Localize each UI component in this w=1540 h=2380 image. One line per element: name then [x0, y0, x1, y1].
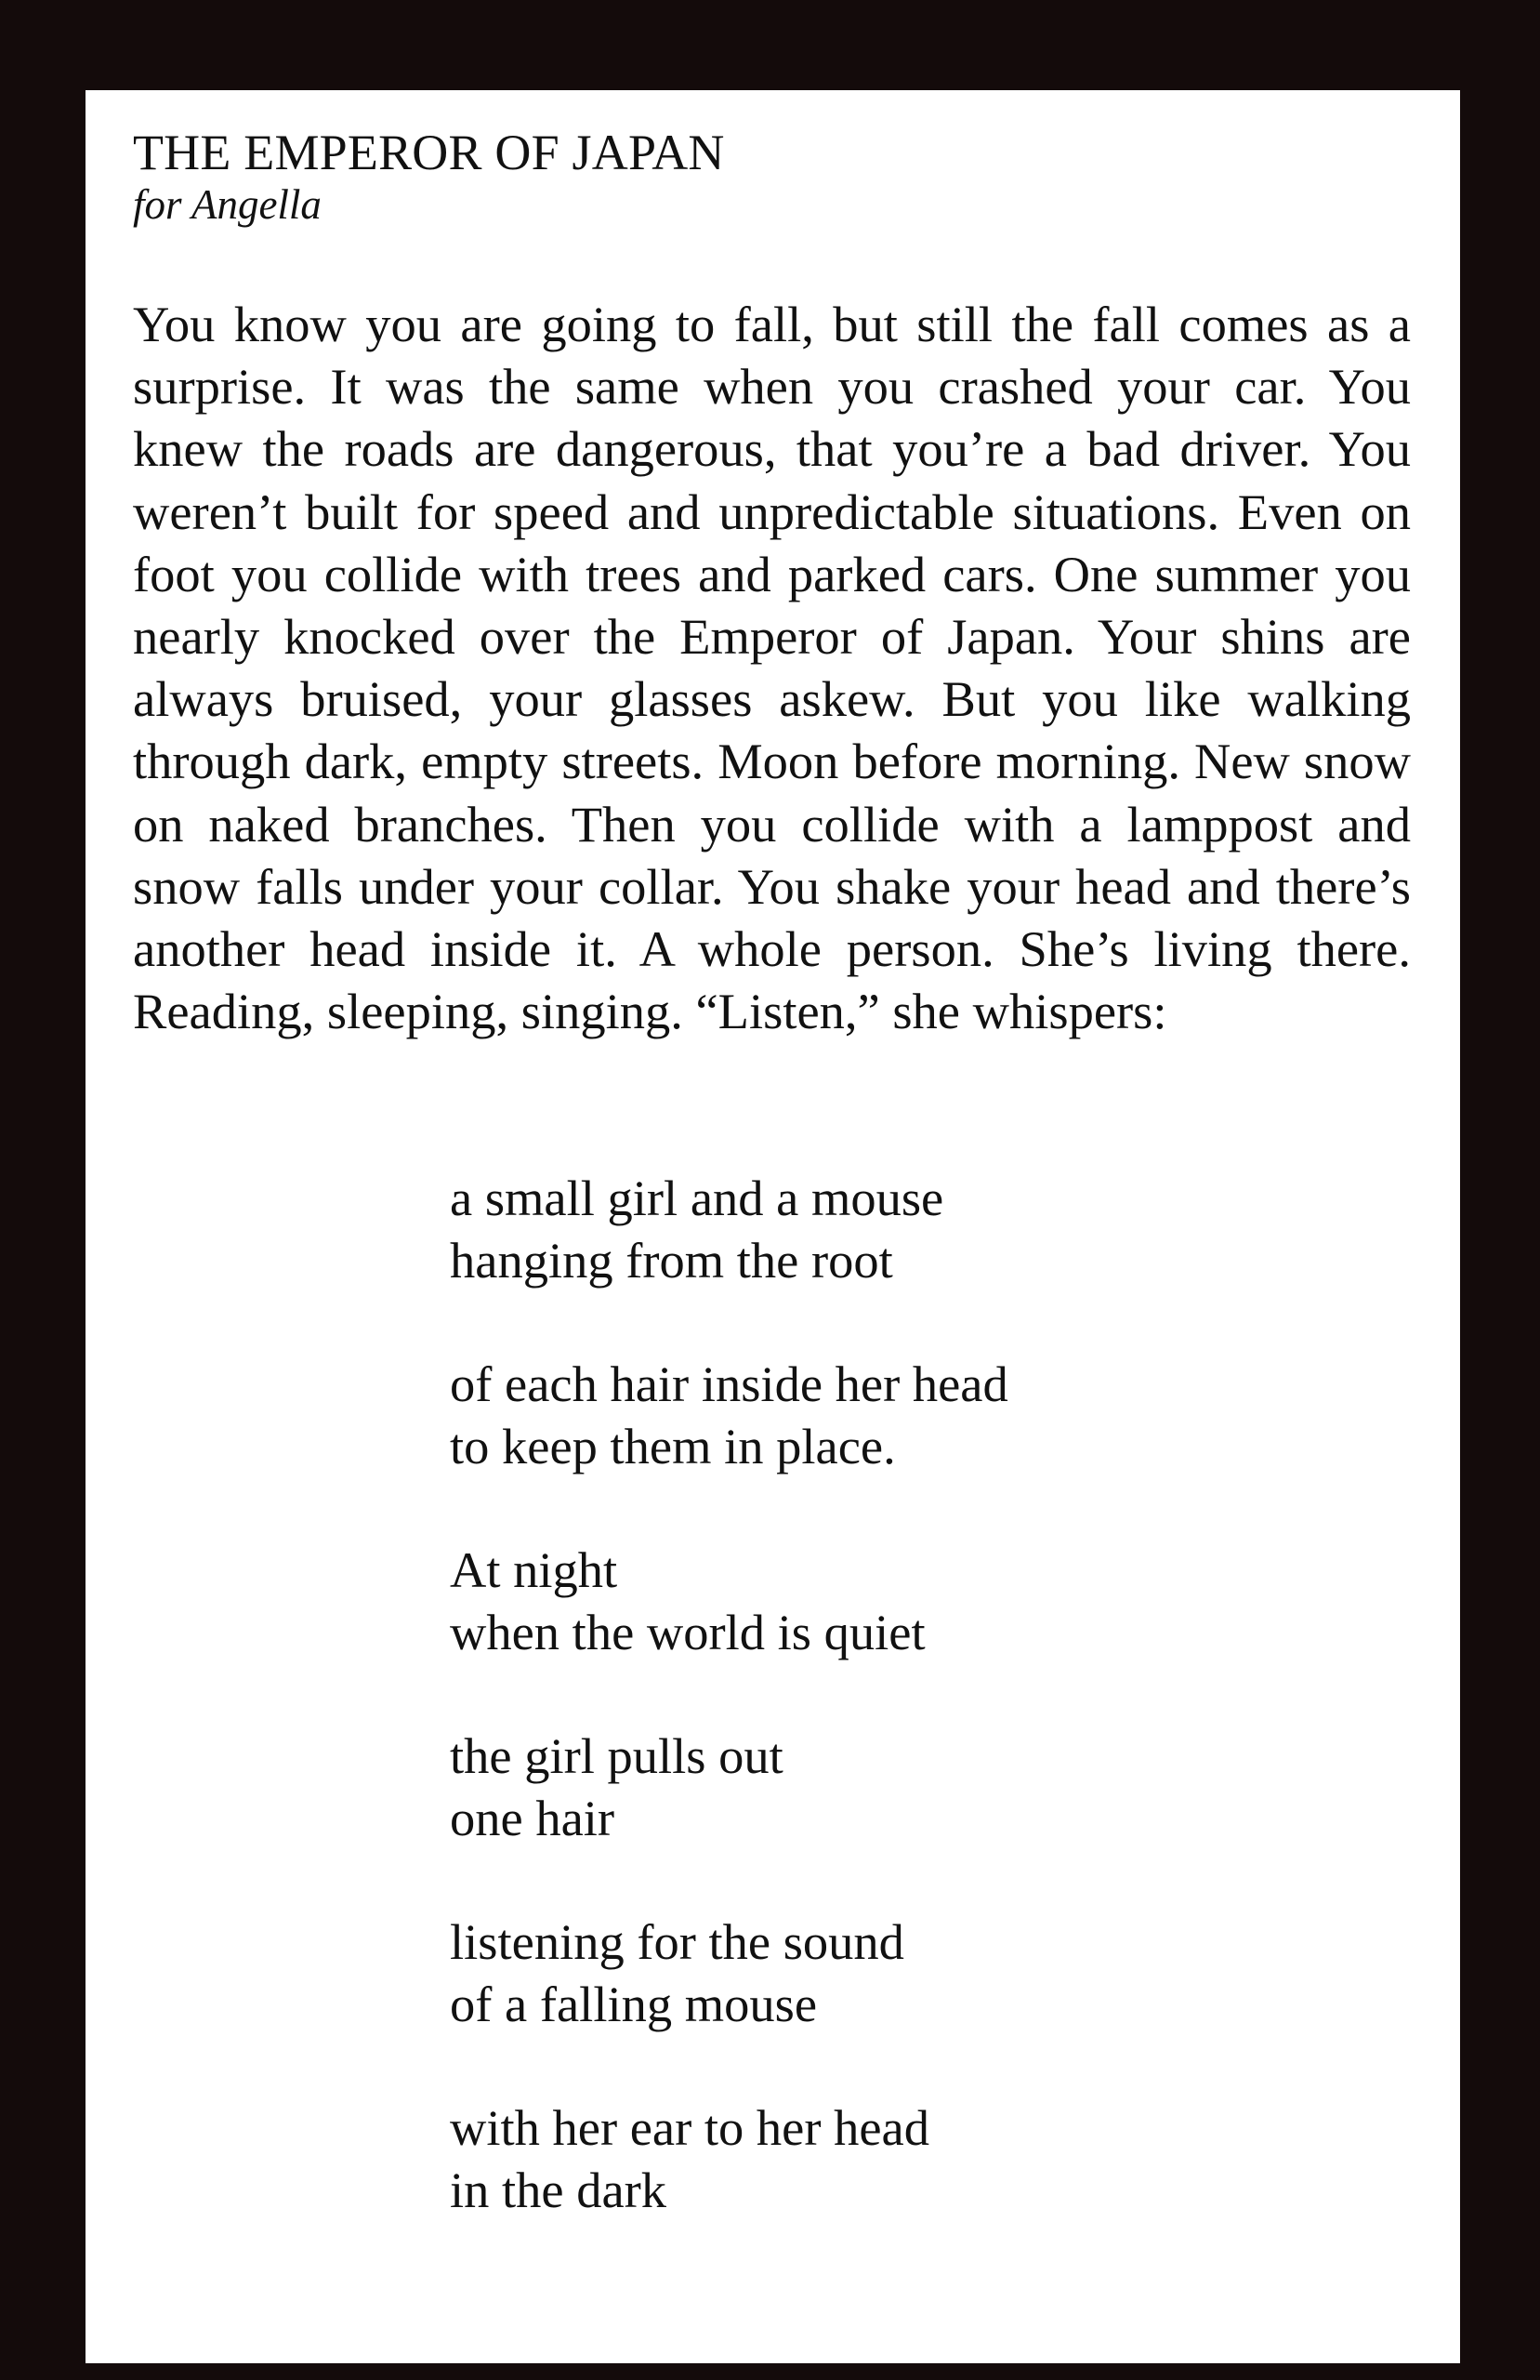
verse-line: in the dark [450, 2162, 667, 2218]
poem-dedication: for Angella [133, 181, 322, 228]
verse-line: with her ear to her head [450, 2099, 929, 2156]
prose-paragraph: You know you are going to fall, but still the fall comes as a surprise. It was the same when you crashed your car. You knew the roads are dangerous, that you’re a bad driver. You weren’t built for speed and unpredictable situations. Even on foot you collide with trees and parked cars. One summer you nearly knocked over the Emperor of Japan. Your shins are always bruised, your glasses askew. But you like walking through dark, empty streets. Moon before morning. New snow on naked branches. Then you collide with a lamppost and snow falls under your collar. You shake your head and there’s another head inside it. A whole person. She’s living there. Reading, sleeping, singing. “Listen,” she whispers: [133, 296, 1411, 1040]
verse-line: of a falling mouse [450, 1976, 818, 2032]
verse-line: At night [450, 1541, 618, 1598]
verse-line: to keep them in place. [450, 1418, 896, 1474]
verse-line: of each hair inside her head [450, 1355, 1008, 1412]
verse-line: the girl pulls out [450, 1727, 783, 1784]
stanza [450, 2096, 1286, 2221]
stanza [450, 1167, 1286, 1291]
stanza [450, 1911, 1286, 2035]
stanza [450, 1539, 1286, 1663]
verse-line: listening for the sound [450, 1913, 904, 1970]
stanza [450, 1353, 1286, 1477]
verse-line: hanging from the root [450, 1232, 893, 1289]
verse-line: when the world is quiet [450, 1604, 926, 1660]
stanza [450, 1725, 1286, 1849]
verse-line: a small girl and a mouse [450, 1170, 944, 1226]
verse-line: one hair [450, 1790, 615, 1846]
poem-title: THE EMPEROR OF JAPAN [133, 125, 725, 180]
poem-page [86, 90, 1460, 2363]
verse-section [450, 1167, 1286, 2282]
